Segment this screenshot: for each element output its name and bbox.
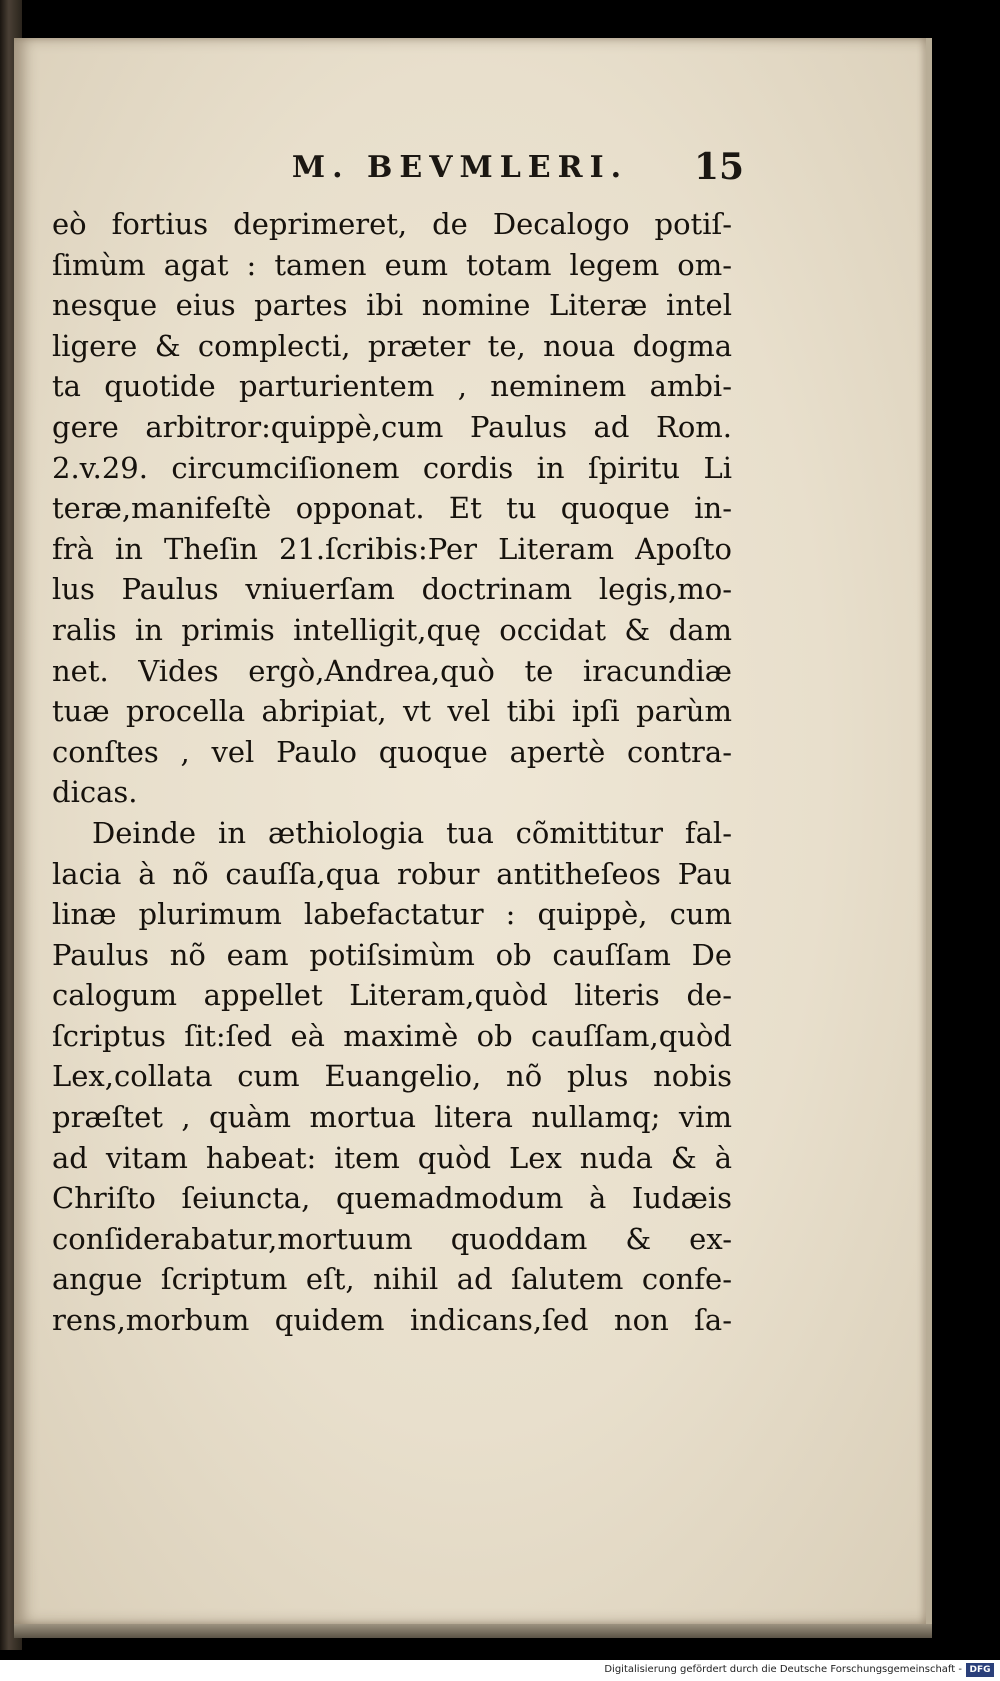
text-line: Deinde in æthiologia tua cõmittitur fal- xyxy=(92,815,732,850)
text-line: calogum appellet Literam,quòd literis de- xyxy=(52,978,732,1013)
text-line: rens,morbum quidem indicans,ſed non ſa- xyxy=(52,1303,732,1338)
text-line: frà in Theſin 21.ſcribis:Per Literam Apoſto xyxy=(52,531,732,566)
page-number: 15 xyxy=(694,146,745,188)
digitization-footer xyxy=(0,1660,1000,1681)
text-line: gere arbitror:quippè,cum Paulus ad Rom. xyxy=(52,409,732,444)
dfg-logo: DFG xyxy=(966,1663,994,1677)
text-line: ralis in primis intelligit,quę occidat & dam xyxy=(52,612,732,647)
text-line: ta quotide parturientem , neminem ambi- xyxy=(52,369,732,404)
running-head: M. BEVMLERI. xyxy=(291,150,629,185)
text-line: net. Vides ergò,Andrea,quò te iracundiæ xyxy=(52,653,732,688)
funding-credit: Digitalisierung gefördert durch die Deutsche Forschungsgemeinschaft - xyxy=(604,1664,962,1675)
page-bottom-edge xyxy=(14,1624,932,1638)
text-line: 2.v.29. circumciſionem cordis in ſpiritu Li xyxy=(52,450,732,485)
text-line: conſtes , vel Paulo quoque apertè contra- xyxy=(52,734,732,769)
text-line: ad vitam habeat: item quòd Lex nuda & à xyxy=(52,1140,732,1175)
text-line: tuæ procella abripiat, vt vel tibi ipſi parùm xyxy=(52,694,732,729)
text-line: linæ plurimum labefactatur : quippè, cum xyxy=(52,897,732,932)
text-line: teræ,manifeſtè opponat. Et tu quoque in- xyxy=(52,491,732,526)
text-line: nesque eius partes ibi nomine Literæ intel xyxy=(52,288,732,323)
text-line: lus Paulus vniuerſam doctrinam legis,mo- xyxy=(52,572,732,607)
text-line: Paulus nõ eam potiſsimùm ob cauſſam De xyxy=(52,937,732,972)
text-line: eò fortius deprimeret, de Decalogo potiſ- xyxy=(52,207,732,241)
text-line: dicas. xyxy=(52,775,138,810)
text-line: conſiderabatur,mortuum quoddam & ex- xyxy=(52,1221,732,1256)
text-line: Lex,collata cum Euangelio, nõ plus nobis xyxy=(52,1059,732,1094)
text-line: lacia à nõ cauſſa,qua robur antitheſeos Pau xyxy=(52,856,732,891)
text-line: ſimùm agat : tamen eum totam legem om- xyxy=(52,247,732,282)
text-line: præſtet , quàm mortua litera nullamq; vim xyxy=(52,1100,732,1135)
text-line: ſcriptus ſit:ſed eà maximè ob cauſſam,quòd xyxy=(52,1018,732,1053)
text-line: angue ſcriptum eſt, nihil ad ſalutem confe- xyxy=(52,1262,732,1297)
body-text xyxy=(52,204,732,1341)
text-line: Chriſto ſeiuncta, quemadmodum à Iudæis xyxy=(52,1181,732,1216)
text-line: ligere & complecti, præter te, noua dogma xyxy=(52,328,732,363)
